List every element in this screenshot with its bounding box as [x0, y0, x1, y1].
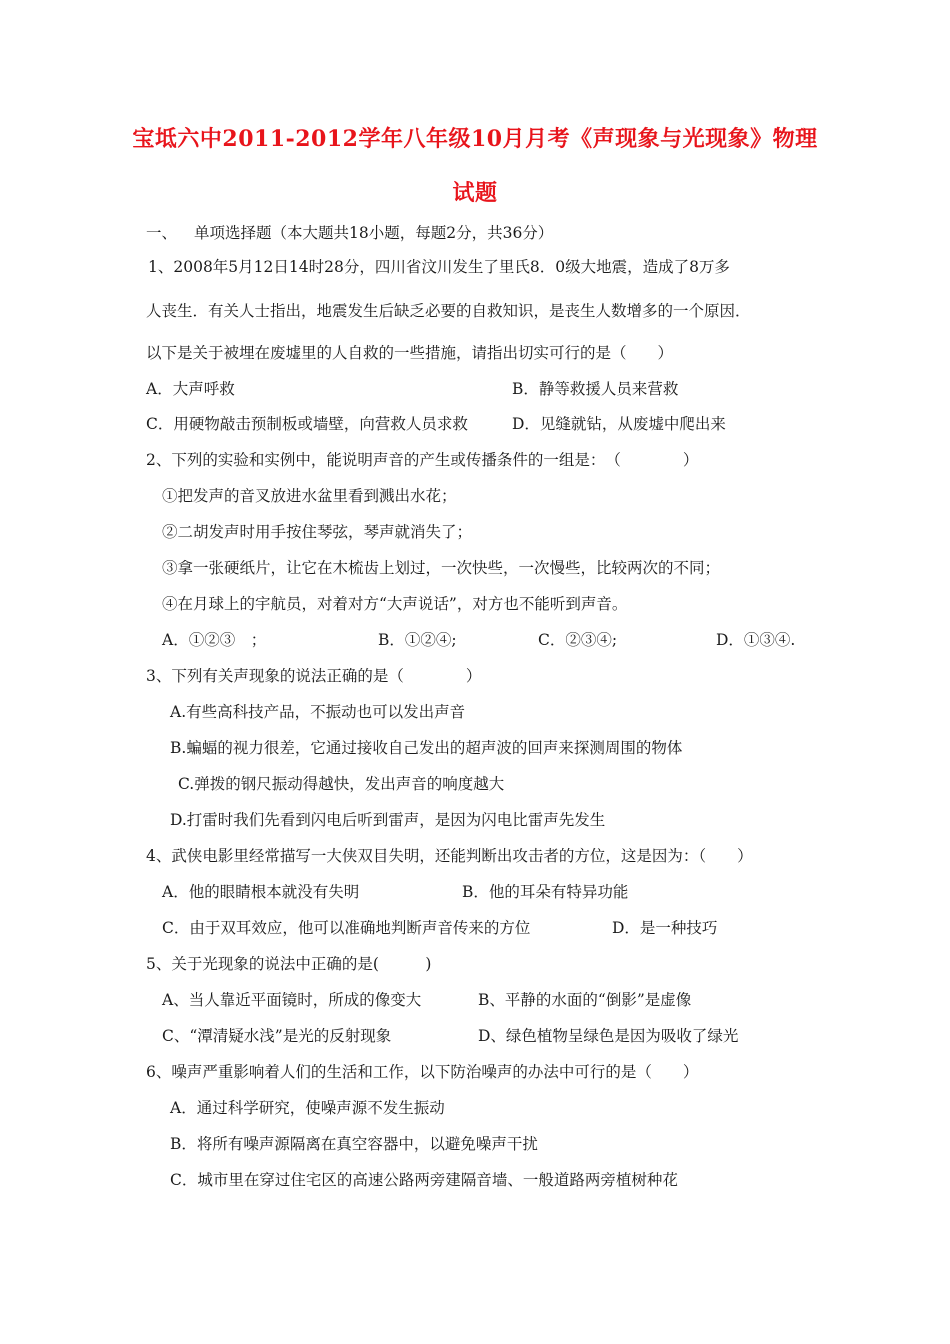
q2-option-b: B．①②④; — [378, 631, 457, 649]
q2-statement-2: ②二胡发声时用手按住琴弦，琴声就消失了； — [162, 523, 473, 541]
document-title-line1: 宝坻六中2011-2012学年八年级10月月考《声现象与光现象》物理 — [132, 126, 818, 152]
q2-stem: 2、下列的实验和实例中，能说明声音的产生或传播条件的一组是： （ ） — [146, 451, 699, 469]
q6-stem: 6、噪声严重影响着人们的生活和工作，以下防治噪声的办法中可行的是（ ） — [146, 1063, 699, 1081]
q5-option-a: A、当人靠近平面镜时，所成的像变大 — [162, 991, 422, 1009]
q6-option-a: A．通过科学研究，使噪声源不发生振动 — [170, 1099, 445, 1117]
q2-statement-3: ③拿一张硬纸片，让它在木梳齿上划过，一次快些，一次慢些，比较两次的不同； — [162, 559, 721, 577]
q5-stem: 5、关于光现象的说法中正确的是( ) — [146, 955, 432, 973]
q1-option-c: C．用硬物敲击预制板或墙壁，向营救人员求救 — [146, 415, 468, 433]
q6-option-c: C．城市里在穿过住宅区的高速公路两旁建隔音墙、一般道路两旁植树种花 — [170, 1171, 678, 1189]
section-heading: 单项选择题（本大题共18小题，每题2分，共36分） — [194, 224, 554, 242]
q1-stem-line1: 1、2008年5月12日14时28分，四川省汶川发生了里氏8．0级大地震，造成了8万多 — [148, 258, 730, 276]
document-title-line2: 试题 — [452, 180, 498, 206]
q4-option-d: D．是一种技巧 — [612, 919, 718, 937]
q5-option-d: D、绿色植物呈绿色是因为吸收了绿光 — [478, 1027, 739, 1045]
q2-option-c: C．②③④; — [538, 631, 618, 649]
q5-option-b: B、平静的水面的“倒影”是虚像 — [478, 991, 692, 1009]
q3-option-a: A.有些高科技产品，不振动也可以发出声音 — [170, 703, 466, 721]
q4-option-b: B．他的耳朵有特异功能 — [462, 883, 629, 901]
q2-option-d: D．①③④. — [716, 631, 796, 649]
q3-option-d: D.打雷时我们先看到闪电后听到雷声，是因为闪电比雷声先发生 — [170, 811, 606, 829]
q6-option-b: B．将所有噪声源隔离在真空容器中，以避免噪声干扰 — [170, 1135, 538, 1153]
q2-statement-4: ④在月球上的宇航员，对着对方“大声说话”，对方也不能听到声音。 — [162, 595, 628, 613]
q5-option-c: C、“潭清疑水浅”是光的反射现象 — [162, 1027, 392, 1045]
q4-option-a: A．他的眼睛根本就没有失明 — [162, 883, 360, 901]
section-number: 一、 — [146, 224, 178, 242]
q4-stem: 4、武侠电影里经常描写一大侠双目失明，还能判断出攻击者的方位，这是因为：（ ） — [146, 847, 753, 865]
q4-option-c: C．由于双耳效应，他可以准确地判断声音传来的方位 — [162, 919, 531, 937]
q2-option-a: A．①②③ ； — [162, 631, 267, 649]
q1-option-a: A．大声呼救 — [146, 380, 235, 398]
q1-stem-line2: 人丧生．有关人士指出，地震发生后缺乏必要的自救知识，是丧生人数增多的一个原因． — [146, 302, 751, 320]
q3-option-b: B.蝙蝠的视力很差，它通过接收自己发出的超声波的回声来探测周围的物体 — [170, 739, 683, 757]
q3-option-c: C.弹拨的钢尺振动得越快，发出声音的响度越大 — [178, 775, 505, 793]
q1-option-d: D．见缝就钻，从废墟中爬出来 — [512, 415, 726, 433]
q1-option-b: B．静等救援人员来营救 — [512, 380, 679, 398]
q1-stem-line3: 以下是关于被埋在废墟里的人自救的一些措施，请指出切实可行的是（ ） — [146, 344, 674, 362]
q3-stem: 3、下列有关声现象的说法正确的是（ ） — [146, 667, 482, 685]
q2-statement-1: ①把发声的音叉放进水盆里看到溅出水花； — [162, 487, 457, 505]
